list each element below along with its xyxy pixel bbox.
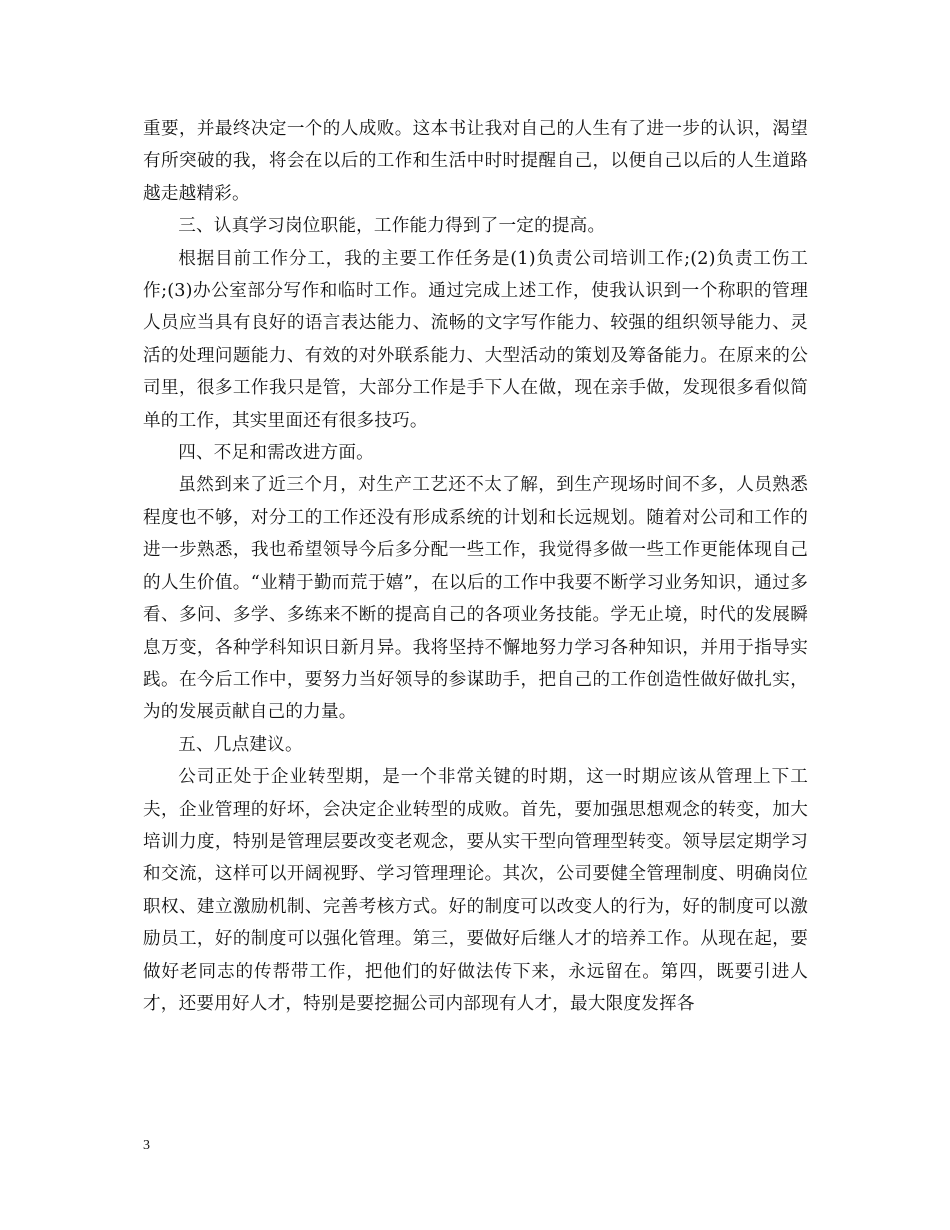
paragraph-continued: 重要，并最终决定一个的人成败。这本书让我对自己的人生有了进一步的认识，渴望有所突破的我，将会在以后的工作和生活中时时提醒自己，以便自己以后的人生道路越走越精彩。 bbox=[143, 119, 808, 204]
paragraph-work-tasks: 根据目前工作分工，我的主要工作任务是(1)负责公司培训工作;(2)负责工伤工作;(3)办公室部分写作和临时工作。通过完成上述工作，使我认识到一个称职的管理人员应当具有良好的语言表达能力、流畅的文字写作能力、较强的组织领导能力、灵活的处理问题能力、有效的对外联系能力、大型活动的策划及筹备能力。在原来的公司里，很多工作我只是管，大部分工作是手下人在做，现在亲手做，发现很多看似简单的工作，其实里面还有很多技巧。 bbox=[143, 248, 808, 431]
paragraph-suggestions: 公司正处于企业转型期，是一个非常关键的时期，这一时期应该从管理上下工夫，企业管理的好坏，会决定企业转型的成败。首先，要加强思想观念的转变，加大培训力度，特别是管理层要改变老观念，要从实干型向管理型转变。领导层定期学习和交流，这样可以开阔视野、学习管理理论。其次，公司要健全管理制度、明确岗位职权、建立激励机制、完善考核方式。好的制度可以改变人的行为，好的制度可以激励员工，好的制度可以强化管理。第三，要做好后继人才的培养工作。从现在起，要做好老同志的传帮带工作，把他们的好做法传下来，永远留在。第四，既要引进人才，还要用好人才，特别是要挖掘公司内部现有人才，最大限度发挥各 bbox=[143, 767, 808, 1014]
section-heading-four: 四、不足和需改进方面。 bbox=[178, 443, 374, 464]
document-body bbox=[143, 113, 808, 1020]
paragraph-shortcomings: 虽然到来了近三个月，对生产工艺还不太了解，到生产现场时间不多，人员熟悉程度也不够，对分工的工作还没有形成系统的计划和长远规划。随着对公司和工作的进一步熟悉，我也希望领导今后多分配一些工作，我觉得多做一些工作更能体现自己的人生价值。“业精于勤而荒于嬉”，在以后的工作中我要不断学习业务知识，通过多看、多问、多学、多练来不断的提高自己的各项业务技能。学无止境，时代的发展瞬息万变，各种学科知识日新月异。我将坚持不懈地努力学习各种知识，并用于指导实践。在今后工作中，要努力当好领导的参谋助手，把自己的工作创造性做好做扎实，为的发展贡献自己的力量。 bbox=[143, 475, 808, 723]
section-heading-three: 三、认真学习岗位职能，工作能力得到了一定的提高。 bbox=[178, 216, 606, 237]
section-heading-five: 五、几点建议。 bbox=[178, 734, 303, 755]
page-number: 3 bbox=[143, 1138, 150, 1153]
